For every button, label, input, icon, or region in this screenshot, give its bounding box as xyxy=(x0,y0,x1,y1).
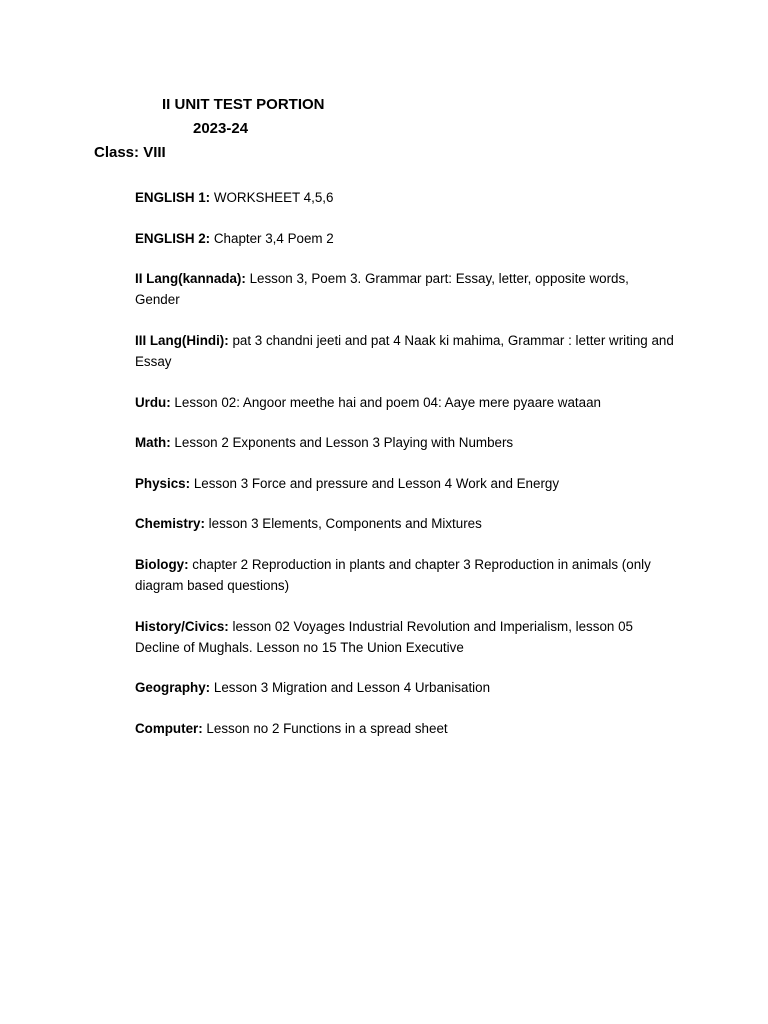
subject-portion: Chapter 3,4 Poem 2 xyxy=(210,231,334,246)
subject-entry-biology xyxy=(135,555,675,596)
subject-label: ENGLISH 1: xyxy=(135,190,211,205)
subject-label: Computer: xyxy=(135,721,203,736)
subject-portion: WORKSHEET 4,5,6 xyxy=(210,190,334,205)
subject-label: Math: xyxy=(135,435,171,450)
subject-portion: Lesson 3, Poem 3. Grammar part: Essay, letter, opposite words, Gender xyxy=(135,271,629,307)
class-label: Class: VIII xyxy=(94,144,166,161)
subject-portion: Lesson 3 Force and pressure and Lesson 4 Work and Energy xyxy=(190,476,560,491)
subject-portion: Lesson 2 Exponents and Lesson 3 Playing with Numbers xyxy=(170,435,514,450)
document-title: II UNIT TEST PORTION xyxy=(162,96,325,113)
academic-year: 2023-24 xyxy=(193,120,249,137)
subject-entry-history-civics xyxy=(135,617,675,658)
subject-label: III Lang(Hindi): xyxy=(135,333,229,348)
subject-entry-english-2 xyxy=(135,229,675,250)
subject-portion: Lesson no 2 Functions in a spread sheet xyxy=(202,721,448,736)
subject-entry-math xyxy=(135,433,675,454)
subject-portion: lesson 3 Elements, Components and Mixtures xyxy=(204,516,482,531)
subject-portion: lesson 02 Voyages Industrial Revolution and Imperialism, lesson 05 Decline of Mughals. Lesson no 15 The Union Executive xyxy=(135,619,633,655)
subject-entry-kannada xyxy=(135,269,675,310)
subject-portion: pat 3 chandni jeeti and pat 4 Naak ki mahima, Grammar : letter writing and Essay xyxy=(135,333,674,369)
subject-label: Chemistry: xyxy=(135,516,205,531)
subject-entry-physics xyxy=(135,474,675,495)
subject-label: II Lang(kannada): xyxy=(135,271,246,286)
subject-entry-geography xyxy=(135,678,675,699)
subject-portion: chapter 2 Reproduction in plants and chapter 3 Reproduction in animals (only diagram based questions) xyxy=(135,557,651,593)
subject-label: Biology: xyxy=(135,557,189,572)
subject-label: Geography: xyxy=(135,680,211,695)
subject-entry-computer xyxy=(135,719,675,740)
subject-portion: Lesson 3 Migration and Lesson 4 Urbanisation xyxy=(210,680,491,695)
subject-label: Physics: xyxy=(135,476,191,491)
subject-label: ENGLISH 2: xyxy=(135,231,211,246)
subject-label: Urdu: xyxy=(135,395,171,410)
subject-portion: Lesson 02: Angoor meethe hai and poem 04: Aaye mere pyaare wataan xyxy=(170,395,601,410)
subject-entry-hindi xyxy=(135,331,675,372)
subject-entry-urdu xyxy=(135,393,675,414)
subject-entry-english-1 xyxy=(135,188,675,209)
subject-label: History/Civics: xyxy=(135,619,229,634)
subject-entry-chemistry xyxy=(135,514,675,535)
